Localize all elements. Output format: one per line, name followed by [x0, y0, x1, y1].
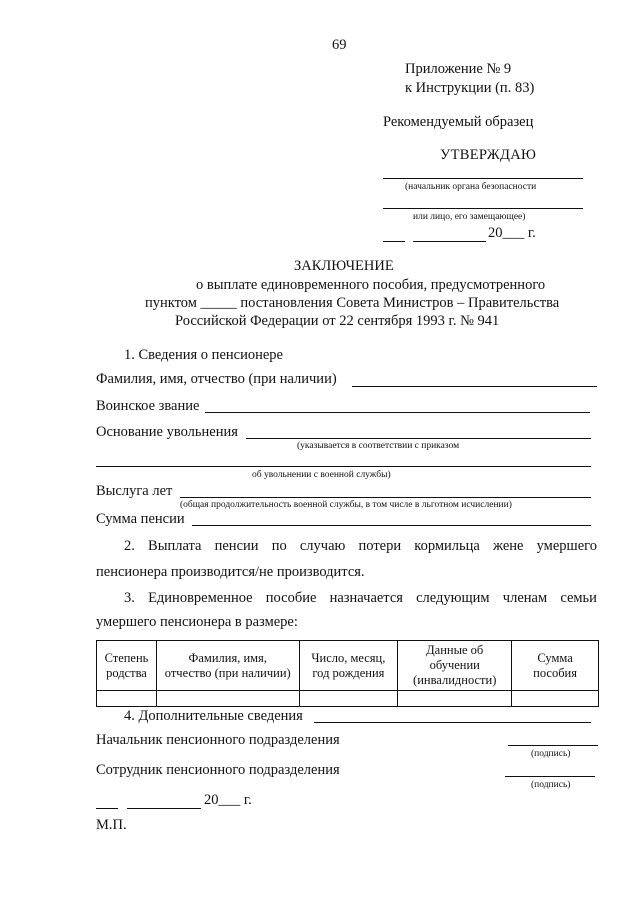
dismissal-caption-2: об увольнении с военной службы)	[252, 470, 391, 480]
word: умершего	[536, 538, 597, 554]
page-number: 69	[332, 37, 347, 53]
dismissal-field-2[interactable]	[96, 466, 591, 467]
document-subtitle-2: пунктом _____ постановления Совета Министров – Правительства	[145, 295, 560, 311]
word: семьи	[560, 590, 597, 606]
date-month-line[interactable]	[127, 808, 201, 809]
word: Выплата	[148, 538, 202, 554]
date-day-line[interactable]	[96, 808, 118, 809]
word: по	[271, 538, 287, 554]
word: потери	[358, 538, 402, 554]
sample-label: Рекомендуемый образец	[383, 114, 534, 130]
table-cell[interactable]	[156, 691, 299, 707]
staff-signature-caption: (подпись)	[531, 780, 571, 790]
dismissal-caption: (указывается в соответствии с приказом	[297, 441, 460, 451]
section3-paragraph-line2: умершего пенсионера в размере:	[96, 614, 298, 630]
appendix-reference: к Инструкции (п. 83)	[405, 80, 535, 96]
document-title: ЗАКЛЮЧЕНИЕ	[294, 258, 394, 274]
section4-title: 4. Дополнительные сведения	[124, 708, 303, 724]
fio-label: Фамилия, имя, отчество (при наличии)	[96, 371, 337, 387]
dismissal-field[interactable]	[246, 438, 591, 439]
section1-title: 1. Сведения о пенсионере	[124, 347, 283, 363]
column-header-birthdate: Число, месяц, год рождения	[299, 641, 398, 691]
head-signature-label: Начальник пенсионного подразделения	[96, 732, 340, 748]
approve-title: УТВЕРЖДАЮ	[440, 147, 537, 163]
document-subtitle-3: Российской Федерации от 22 сентября 1993 г. № 941	[175, 313, 500, 329]
document-subtitle-1: о выплате единовременного пособия, предусмотренного	[196, 277, 546, 293]
service-label: Выслуга лет	[96, 483, 173, 499]
rank-field[interactable]	[205, 412, 590, 413]
section3-paragraph-line1	[124, 590, 597, 607]
dismissal-label: Основание увольнения	[96, 424, 238, 440]
approve-month-line	[413, 241, 486, 242]
table-cell[interactable]	[398, 691, 512, 707]
seal-label: М.П.	[96, 817, 127, 833]
table-cell[interactable]	[512, 691, 599, 707]
pension-label: Сумма пенсии	[96, 511, 185, 527]
fio-field[interactable]	[352, 386, 597, 387]
beneficiaries-table	[96, 640, 599, 707]
approve-day-line	[383, 241, 405, 242]
section2-paragraph-line1	[124, 538, 597, 555]
table-row	[97, 691, 599, 707]
word: случаю	[299, 538, 346, 554]
table-cell[interactable]	[97, 691, 157, 707]
word: пособие	[265, 590, 317, 606]
pension-field[interactable]	[192, 525, 591, 526]
approver-caption: (начальник органа безопасности	[405, 182, 537, 192]
section2-paragraph-line2: пенсионера производится/не производится.	[96, 564, 365, 580]
word: жене	[493, 538, 524, 554]
word: кормильца	[414, 538, 480, 554]
column-header-education: Данные об обучении (инвалидности)	[398, 641, 512, 691]
word: Единовременное	[148, 590, 253, 606]
column-header-amount: Сумма пособия	[512, 641, 599, 691]
word: следующим	[416, 590, 490, 606]
word: 3.	[124, 590, 135, 606]
head-signature-caption: (подпись)	[531, 749, 571, 759]
service-caption: (общая продолжительность военной службы, в том числе в льготном исчислении)	[180, 500, 512, 510]
approve-date: 20___ г.	[488, 225, 536, 241]
staff-signature-label: Сотрудник пенсионного подразделения	[96, 762, 340, 778]
signature-date: 20___ г.	[204, 792, 252, 808]
word: членам	[502, 590, 548, 606]
appendix-title: Приложение № 9	[405, 61, 512, 77]
approver-caption-2: или лицо, его замещающее)	[413, 212, 526, 222]
head-signature-line[interactable]	[508, 745, 598, 746]
rank-label: Воинское звание	[96, 398, 200, 414]
word: назначается	[329, 590, 403, 606]
additional-info-field[interactable]	[314, 722, 591, 723]
approver-line	[383, 178, 583, 179]
service-field[interactable]	[180, 497, 591, 498]
column-header-relation: Степень родства	[97, 641, 157, 691]
table-header-row	[97, 641, 599, 691]
word: 2.	[124, 538, 135, 554]
column-header-fio: Фамилия, имя, отчество (при наличии)	[156, 641, 299, 691]
approver-line-2	[383, 208, 583, 209]
word: пенсии	[214, 538, 259, 554]
table-cell[interactable]	[299, 691, 398, 707]
staff-signature-line[interactable]	[505, 776, 595, 777]
